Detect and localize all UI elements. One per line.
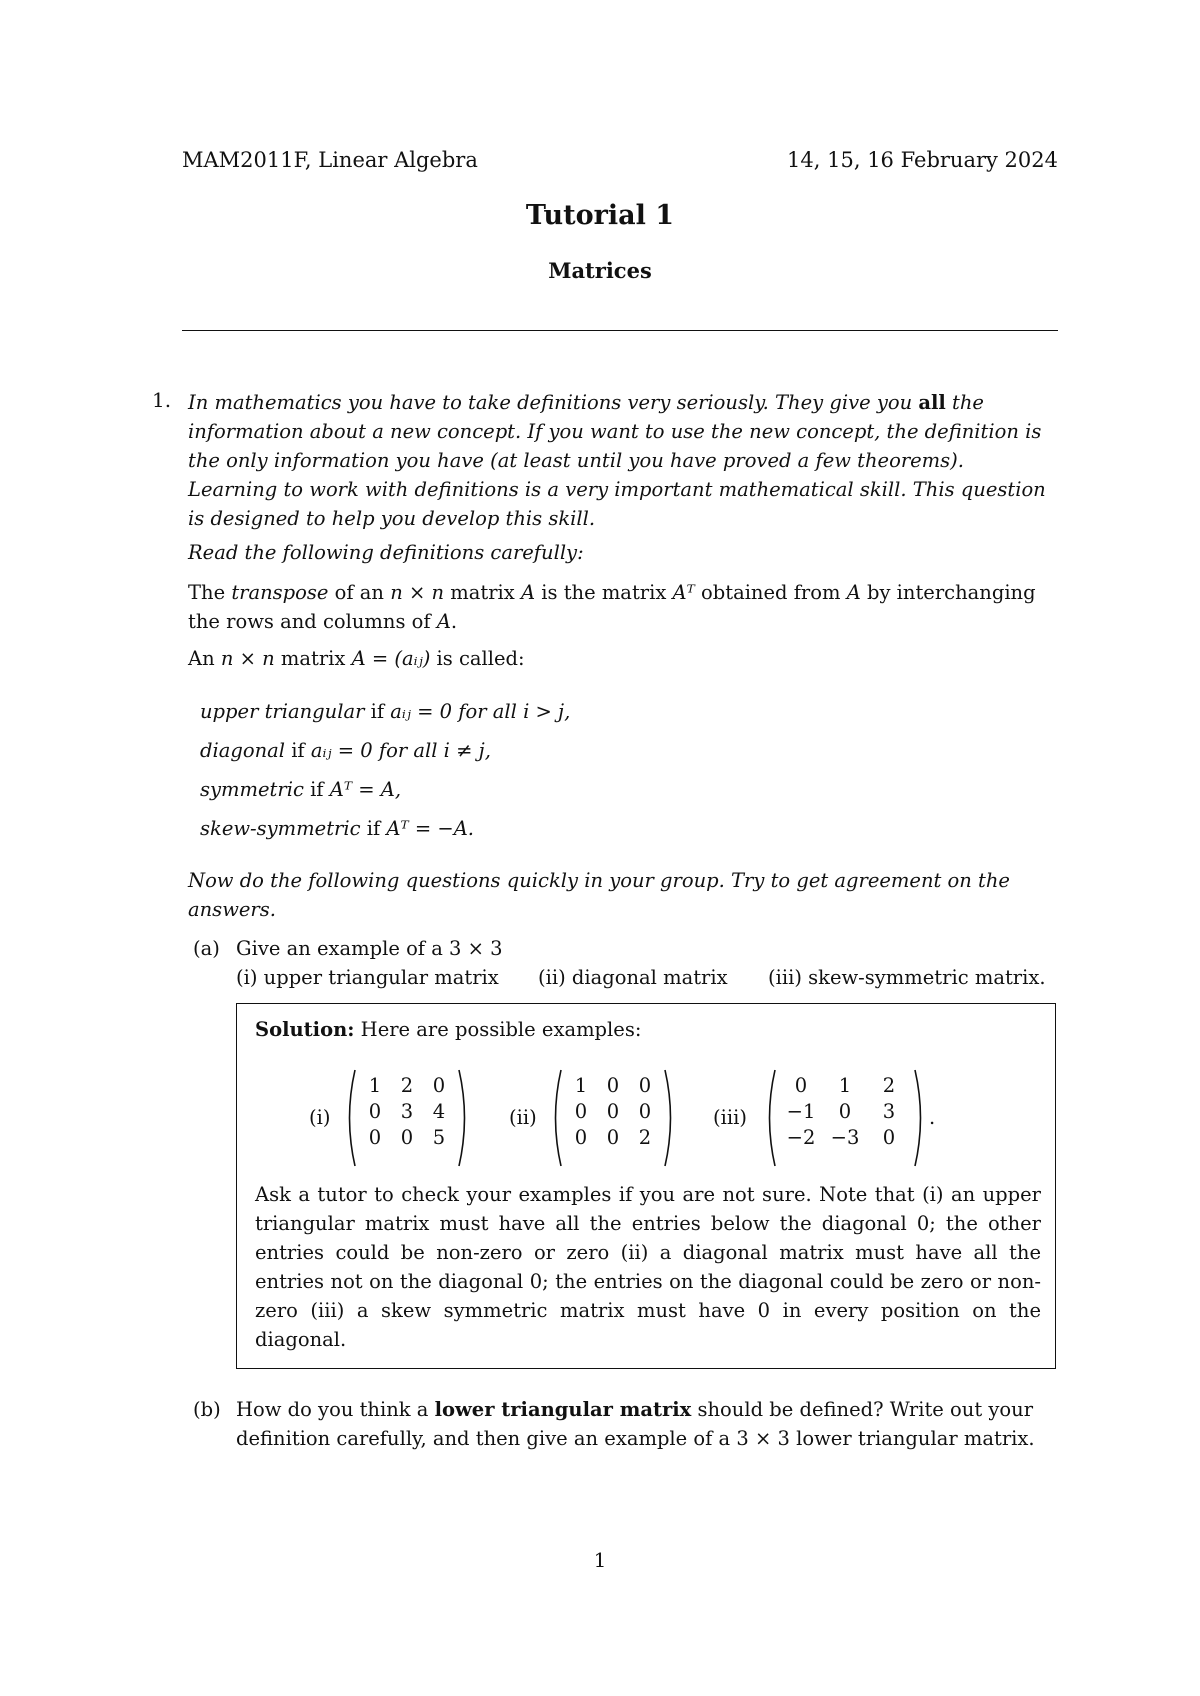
question-intro	[188, 388, 1058, 533]
matrix-cell: 0	[606, 1126, 620, 1149]
left-paren-icon	[549, 1068, 563, 1168]
matrix-cell: 0	[368, 1100, 382, 1123]
left-paren-icon	[763, 1068, 777, 1168]
def-condition: aᵢⱼ = 0 for all i > j,	[390, 700, 571, 723]
matrix-ii	[509, 1068, 679, 1168]
part-b-bold: lower triangular matrix	[434, 1398, 692, 1421]
matrix-cell: 0	[606, 1074, 620, 1097]
matrix-cell: 2	[400, 1074, 414, 1097]
def-connector: if	[303, 778, 330, 801]
matrix-cell: 1	[574, 1074, 588, 1097]
matrix-cell: 0	[882, 1126, 896, 1149]
intro-bold: all	[918, 391, 946, 414]
matrix-iii	[713, 1068, 943, 1168]
solution-heading: Solution:	[255, 1018, 355, 1041]
part-b-text-3: should be defined? Write out your definition carefully, and then give an example of a 3 × 3 lower triangular matrix.	[236, 1398, 1035, 1450]
matrix-cell: 3	[882, 1100, 896, 1123]
intro-text-2: the information about a new concept. If you want to use the new concept, the definition is the only information you have (at least until you have proved a few theorems). Learning to work with definitions is a very important mathematical skill. This question is designed to help you develop this skill.	[188, 391, 1046, 530]
cl-nxn: n × n	[220, 647, 275, 670]
td-7: is the matrix	[535, 581, 673, 604]
matrix-cell: 1	[838, 1074, 852, 1097]
td-3: of an	[328, 581, 391, 604]
def-connector: if	[285, 739, 311, 762]
matrix-cell: 0	[400, 1126, 414, 1149]
matrix-cell: 1	[368, 1074, 382, 1097]
right-paren-icon	[663, 1068, 677, 1168]
matrix-cell: 2	[882, 1074, 896, 1097]
solution-header	[255, 1018, 641, 1041]
page-title: Tutorial 1	[525, 200, 675, 231]
matrix-cell: 0	[606, 1100, 620, 1123]
matrix-label: (iii)	[713, 1106, 747, 1129]
definition-list	[200, 700, 570, 856]
def-condition: aᵢⱼ = 0 for all i ≠ j,	[310, 739, 491, 762]
matrix-period: .	[929, 1106, 936, 1129]
matrix-cell: 5	[432, 1126, 446, 1149]
transpose-definition	[188, 578, 1058, 636]
def-term: diagonal	[200, 739, 285, 762]
cl-5: is called:	[430, 647, 525, 670]
matrix-cell: 4	[432, 1100, 446, 1123]
part-a-option-2: (ii) diagonal matrix	[538, 966, 728, 989]
tutorial-dates: 14, 15, 16 February 2024	[787, 148, 1058, 172]
part-a-line1: Give an example of a 3 × 3	[236, 937, 503, 960]
course-name: MAM2011F, Linear Algebra	[182, 148, 478, 172]
solution-intro: Here are possible examples:	[354, 1018, 642, 1041]
matrix-cell: 0	[638, 1074, 652, 1097]
matrix-grid	[359, 1074, 455, 1149]
header-divider	[182, 330, 1058, 331]
def-term: symmetric	[200, 778, 304, 801]
td-a3: A	[436, 610, 451, 633]
page-number: 1	[593, 1548, 607, 1572]
part-b-text	[236, 1395, 1058, 1453]
matrix-cell: 0	[574, 1100, 588, 1123]
matrix-cell: 0	[638, 1100, 652, 1123]
right-paren-icon	[457, 1068, 471, 1168]
part-b-label: (b)	[193, 1398, 221, 1421]
definition-item	[200, 700, 570, 739]
def-condition: Aᵀ = −A.	[386, 817, 475, 840]
td-nxn: n × n	[390, 581, 445, 604]
solution-text: Ask a tutor to check your examples if you are not sure. Note that (i) an upper triangular matrix must have all the entries below the diagonal 0; the other entries could be non-zero or zero (ii) a diagonal matrix must have all the entries not on the diagonal 0; the entries on the diagonal could be zero or non-zero (iii) a skew symmetric matrix must have 0 in every position on the diagonal.	[255, 1183, 1041, 1351]
def-condition: Aᵀ = A,	[329, 778, 402, 801]
group-prompt: Now do the following questions quickly in your group. Try to get agreement on the answers.	[188, 869, 1010, 921]
matrix-cell: 0	[574, 1126, 588, 1149]
definition-item	[200, 739, 570, 778]
matrix-cell: 2	[638, 1126, 652, 1149]
definition-item	[200, 778, 570, 817]
td-at: Aᵀ	[672, 581, 695, 604]
matrix-label: (i)	[309, 1106, 331, 1129]
td-13: .	[450, 610, 458, 633]
matrix-cell: −3	[830, 1126, 860, 1149]
def-connector: if	[360, 817, 387, 840]
part-a-label: (a)	[193, 937, 220, 960]
part-b-text-1: How do you think a	[236, 1398, 435, 1421]
right-paren-icon	[913, 1068, 927, 1168]
part-a-option-3: (iii) skew-symmetric matrix.	[768, 966, 1046, 989]
cl-3: matrix	[274, 647, 352, 670]
matrix-grid	[779, 1074, 911, 1149]
called-line	[188, 644, 1058, 673]
part-a-option-1: (i) upper triangular matrix	[236, 966, 499, 989]
matrix-label: (ii)	[509, 1106, 537, 1129]
matrix-cell: 3	[400, 1100, 414, 1123]
td-a: A	[520, 581, 536, 604]
td-11: by interchanging the rows and columns of	[188, 581, 1036, 633]
td-5: matrix	[444, 581, 521, 604]
read-prompt: Read the following definitions carefully:	[188, 541, 584, 564]
matrix-i	[309, 1068, 469, 1168]
matrix-cell: 0	[432, 1074, 446, 1097]
td-term: transpose	[231, 581, 329, 604]
solution-box	[236, 1003, 1056, 1369]
def-term: upper triangular	[200, 700, 365, 723]
matrix-cell: 0	[368, 1126, 382, 1149]
td-1: The	[188, 581, 232, 604]
td-a2: A	[846, 581, 861, 604]
td-9: obtained from	[694, 581, 847, 604]
question-number: 1.	[152, 388, 172, 412]
matrix-cell: −1	[786, 1100, 816, 1123]
def-term: skew-symmetric	[200, 817, 361, 840]
intro-text-1: In mathematics you have to take definitions very seriously. They give you	[188, 391, 919, 414]
matrix-cell: 0	[838, 1100, 852, 1123]
page-subtitle: Matrices	[548, 258, 652, 283]
cl-aij: A = (aᵢⱼ)	[351, 647, 431, 670]
left-paren-icon	[343, 1068, 357, 1168]
matrix-cell: −2	[786, 1126, 816, 1149]
def-connector: if	[364, 700, 391, 723]
definition-item	[200, 817, 570, 856]
matrix-cell: 0	[794, 1074, 808, 1097]
cl-1: An	[188, 647, 221, 670]
matrix-grid	[565, 1074, 661, 1149]
